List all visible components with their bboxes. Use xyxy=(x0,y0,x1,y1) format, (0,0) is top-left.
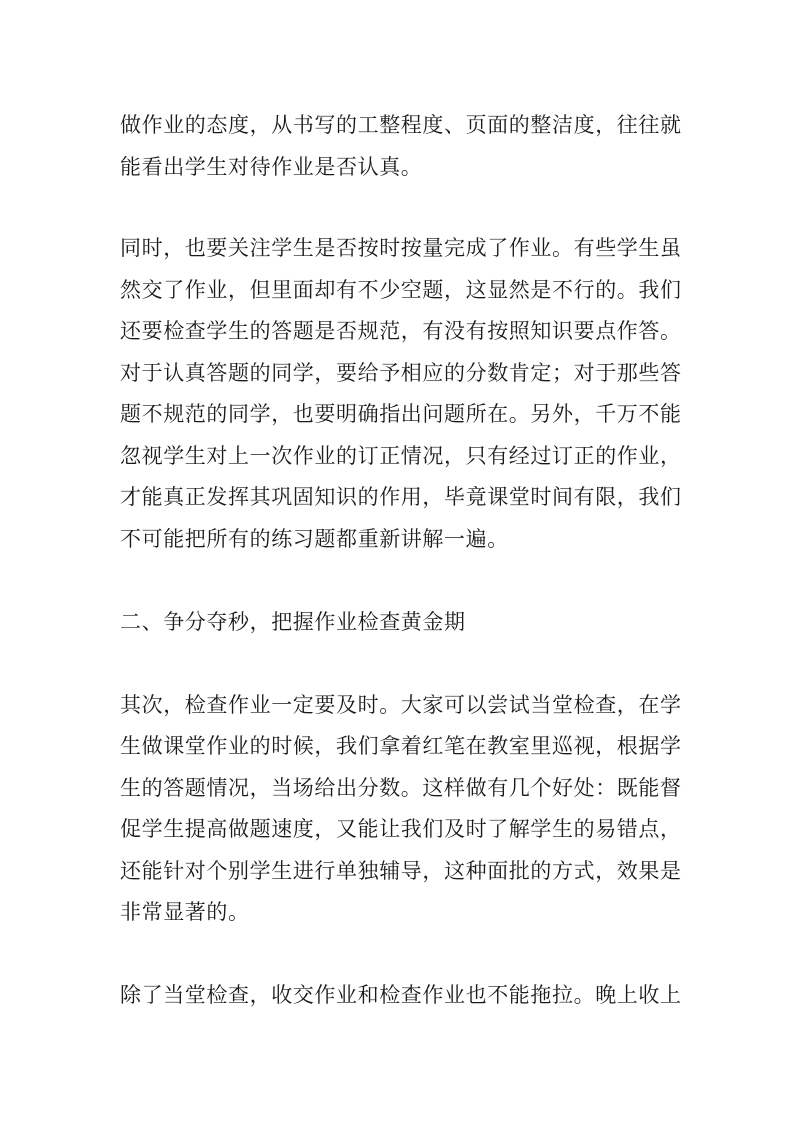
paragraph-2-line-4: 对于认真答题的同学，要给予相应的分数肯定；对于那些答 xyxy=(120,361,682,385)
paragraph-2-line-5: 题不规范的同学，也要明确指出问题所在。另外，千万不能 xyxy=(120,402,682,426)
paragraph-2-line-6: 忽视学生对上一次作业的订正情况，只有经过订正的作业， xyxy=(120,444,682,468)
paragraph-3-line-1: 其次，检查作业一定要及时。大家可以尝试当堂检查，在学 xyxy=(120,693,682,717)
paragraph-2-line-7: 才能真正发挥其巩固知识的作用，毕竟课堂时间有限，我们 xyxy=(120,485,682,509)
paragraph-1-line-1: 做作业的态度，从书写的工整程度、页面的整洁度，往往就 xyxy=(120,113,682,137)
paragraph-1-line-2: 能看出学生对待作业是否认真。 xyxy=(120,155,423,179)
paragraph-3-line-6: 非常显著的。 xyxy=(120,900,250,924)
paragraph-2-line-8: 不可能把所有的练习题都重新讲解一遍。 xyxy=(120,527,509,551)
paragraph-2-line-1: 同时，也要关注学生是否按时按量完成了作业。有些学生虽 xyxy=(120,236,682,260)
paragraph-3-line-4: 促学生提高做题速度，又能让我们及时了解学生的易错点， xyxy=(120,817,682,841)
paragraph-2-line-2: 然交了作业，但里面却有不少空题，这显然是不行的。我们 xyxy=(120,278,682,302)
paragraph-3-line-5: 还能针对个别学生进行单独辅导，这种面批的方式，效果是 xyxy=(120,859,682,883)
paragraph-3-line-2: 生做课堂作业的时候，我们拿着红笔在教室里巡视，根据学 xyxy=(120,734,682,758)
paragraph-2-line-3: 还要检查学生的答题是否规范，有没有按照知识要点作答。 xyxy=(120,319,682,343)
paragraph-3-line-3: 生的答题情况，当场给出分数。这样做有几个好处：既能督 xyxy=(120,776,682,800)
paragraph-4-line-1: 除了当堂检查，收交作业和检查作业也不能拖拉。晚上收上 xyxy=(120,983,682,1007)
section-heading: 二、争分夺秒，把握作业检查黄金期 xyxy=(120,610,466,634)
